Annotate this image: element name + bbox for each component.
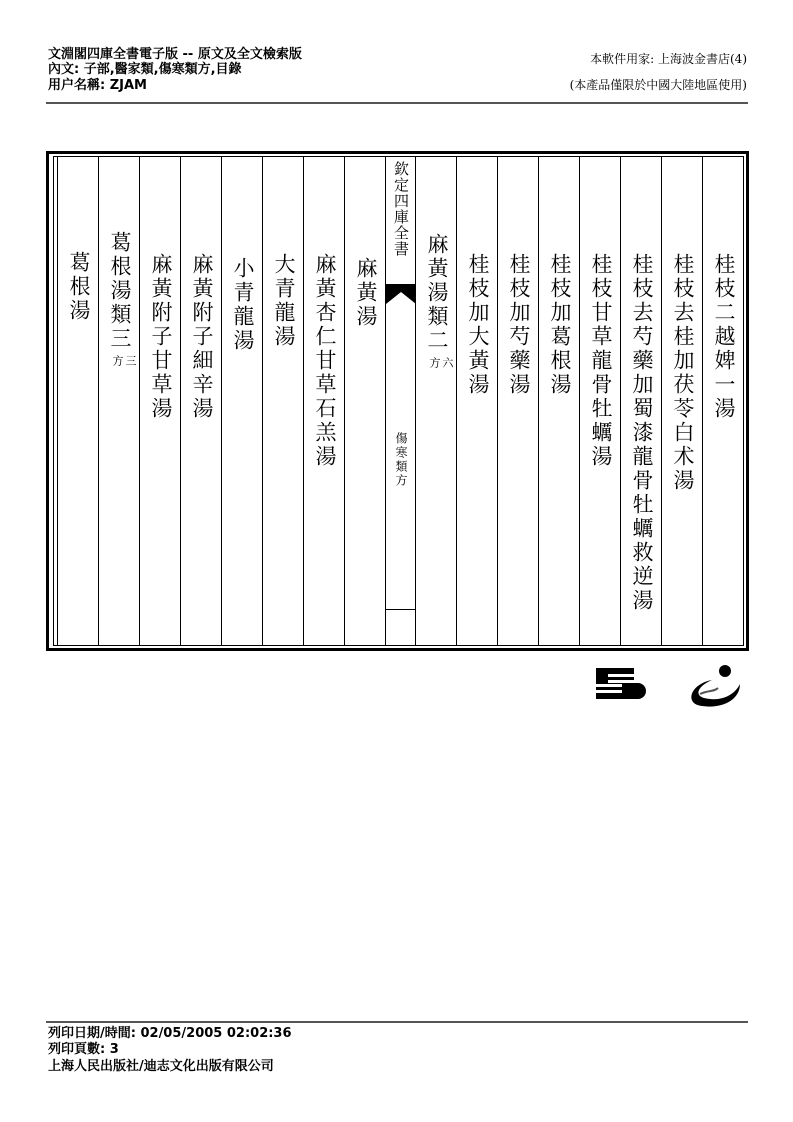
column-text: 桂枝去芍藥加蜀漆龍骨牡蠣救逆湯 (630, 253, 654, 613)
text-column (57, 157, 99, 645)
column-text: 麻黃湯 (354, 257, 378, 329)
text-column (661, 157, 703, 645)
text-column (139, 157, 181, 645)
header-region-note: (本產品僅限於中國大陸地區使用) (569, 78, 747, 92)
text-column (456, 157, 498, 645)
column-text: 桂枝加芍藥湯 (507, 253, 531, 397)
header-title: 文淵閣四庫全書電子版 -- 原文及全文檢索版 (48, 47, 302, 62)
column-text: 桂枝加葛根湯 (548, 253, 572, 397)
text-column (180, 157, 222, 645)
text-column (702, 157, 744, 645)
text-column (262, 157, 304, 645)
column-text: 麻黃附子細辛湯 (190, 253, 214, 421)
book-page-inner (53, 156, 744, 646)
column-text: 葛根湯類三 (108, 231, 132, 351)
column-text: 麻黃湯類二 (425, 233, 449, 353)
text-column (221, 157, 263, 645)
text-column (497, 157, 539, 645)
column-text: 桂枝二越婢一湯 (712, 253, 736, 421)
center-section-title: 傷寒類方 (394, 432, 408, 488)
text-column (415, 157, 457, 645)
column-text: 麻黃杏仁甘草石羔湯 (313, 253, 337, 469)
text-column (344, 157, 386, 645)
column-text: 桂枝甘草龍骨牡蠣湯 (589, 253, 613, 469)
footer-print-pages: 列印頁數: 3 (48, 1042, 119, 1057)
text-column (620, 157, 662, 645)
center-divider (386, 609, 416, 610)
footer-publishers: 上海人民出版社/迪志文化出版有限公司 (48, 1059, 274, 1074)
column-text: 大青龍湯 (272, 253, 296, 349)
formula-count-note: 六方 (428, 357, 454, 374)
column-text: 小青龍湯 (231, 257, 255, 353)
formula-count-note: 三方 (111, 355, 137, 372)
text-column (538, 157, 580, 645)
column-text: 麻黃附子甘草湯 (149, 253, 173, 421)
text-column (98, 157, 140, 645)
text-column (303, 157, 345, 645)
header-licensee: 本軟件用家: 上海波金書店(4) (590, 52, 747, 66)
fish-tail-mark-icon (386, 284, 416, 304)
column-text: 桂枝去桂加茯苓白术湯 (671, 253, 695, 493)
publisher-logo-icon (592, 662, 742, 710)
footer-divider (46, 1021, 748, 1023)
header-content-path: 內文: 子部,醫家類,傷寒類方,目錄 (48, 62, 242, 77)
footer-print-datetime: 列印日期/時間: 02/05/2005 02:02:36 (48, 1026, 292, 1041)
column-text: 葛根湯 (67, 251, 91, 323)
center-book-title: 欽定四庫全書 (392, 161, 410, 257)
center-fold-column (385, 157, 416, 645)
header-divider (46, 102, 748, 104)
column-text: 桂枝加大黃湯 (466, 253, 490, 397)
book-page-frame (46, 151, 749, 651)
text-column (579, 157, 621, 645)
header-username: 用户名稱: ZJAM (48, 78, 147, 93)
